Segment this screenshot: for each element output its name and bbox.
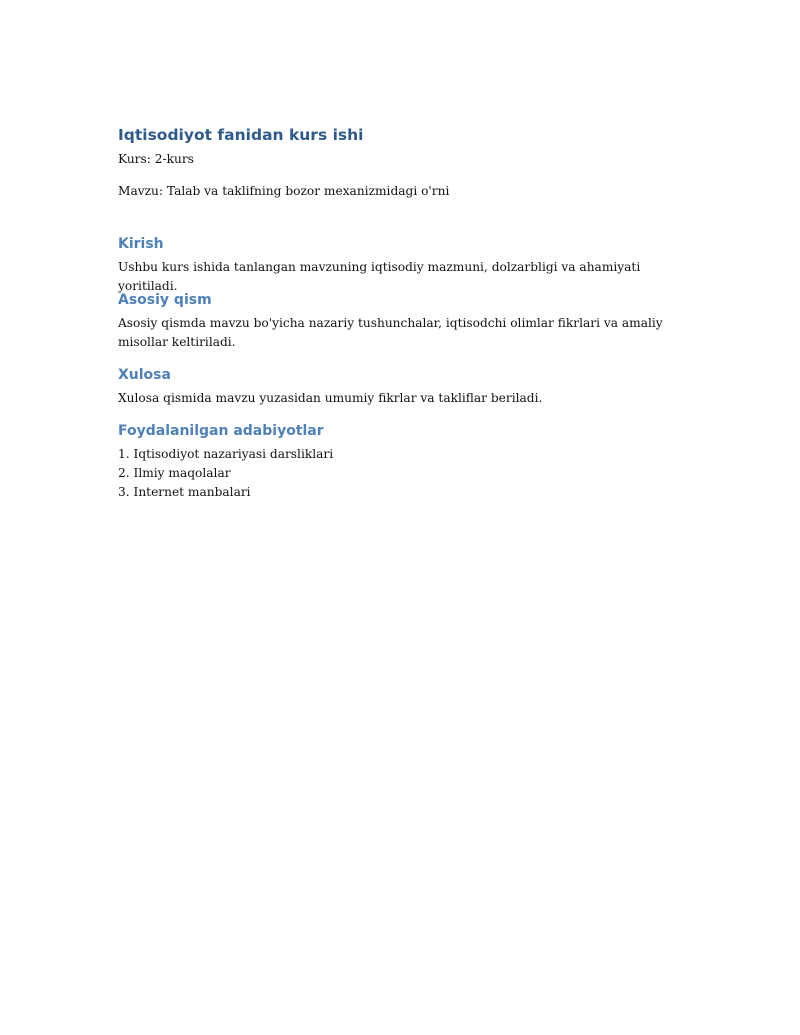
section-heading-asosiy-qism: Asosiy qism [118,292,212,308]
section-body-xulosa: Xulosa qismida mavzu yuzasidan umumiy fikrlar va takliflar beriladi. [118,391,543,405]
list-item: 3. Internet manbalari [118,485,251,499]
references-list [118,445,718,502]
document-title: Iqtisodiyot fanidan kurs ishi [118,126,364,144]
topic-line: Mavzu: Talab va taklifning bozor mexanizmidagi o'rni [118,184,450,198]
section-body-asosiy-qism-line2: misollar keltiriladi. [118,335,236,349]
section-kirish [118,235,718,296]
section-heading-kirish: Kirish [118,236,164,252]
section-adabiyotlar [118,422,718,502]
section-heading-xulosa: Xulosa [118,367,171,383]
list-item: 1. Iqtisodiyot nazariyasi darsliklari [118,447,334,461]
section-asosiy-qism [118,291,718,352]
section-xulosa [118,366,718,408]
section-body-asosiy-qism-line1: Asosiy qismda mavzu bo'yicha nazariy tushunchalar, iqtisodchi olimlar fikrlari va amaliy [118,316,663,330]
course-line: Kurs: 2-kurs [118,152,194,166]
section-heading-adabiyotlar: Foydalanilgan adabiyotlar [118,423,324,439]
list-item: 2. Ilmiy maqolalar [118,466,231,480]
section-body-kirish: Ushbu kurs ishida tanlangan mavzuning iqtisodiy mazmuni, dolzarbligi va ahamiyati yoritiladi. [118,260,641,293]
